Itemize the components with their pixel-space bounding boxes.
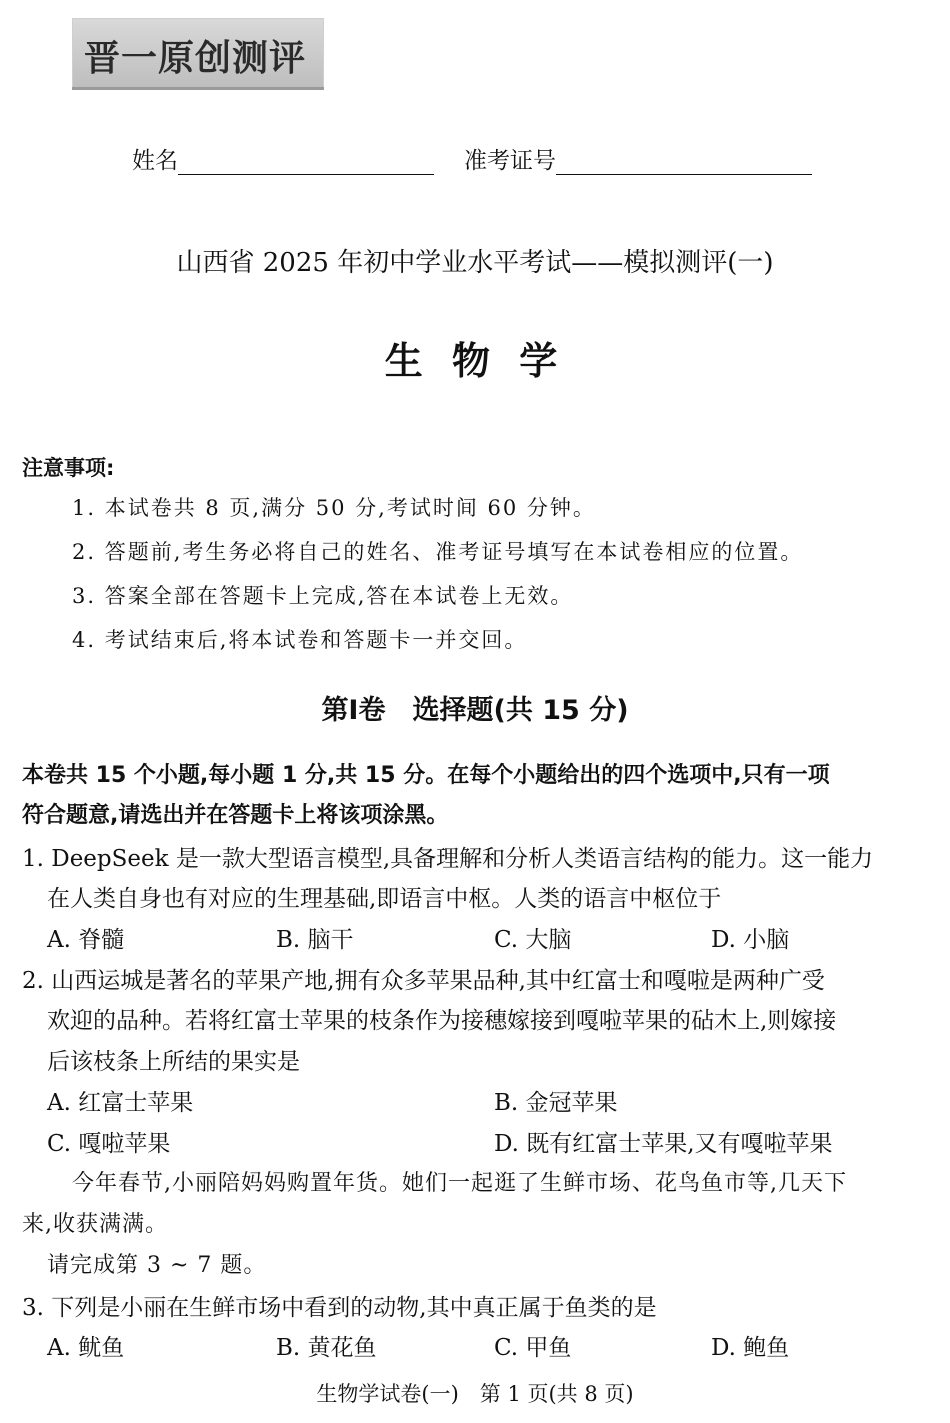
question-2-option-c: C. 嘎啦苹果 [47, 1131, 171, 1157]
notice-title: 注意事项: [22, 456, 115, 480]
name-blank[interactable] [178, 150, 434, 175]
question-1-line: 在人类自身也有对应的生理基础,即语言中枢。人类的语言中枢位于 [47, 886, 722, 912]
context-line: 请完成第 3 ~ 7 题。 [47, 1253, 267, 1278]
name-label: 姓名 [132, 148, 178, 174]
question-3-option-b: B. 黄花鱼 [276, 1335, 377, 1361]
question-1-line: 1. DeepSeek 是一款大型语言模型,具备理解和分析人类语言结构的能力。这一能力 [22, 846, 874, 872]
exam-title: 山西省 2025 年初中学业水平考试——模拟测评(一) [176, 248, 774, 278]
question-3-option-a: A. 鱿鱼 [47, 1335, 125, 1361]
question-1-option-b: B. 脑干 [276, 927, 354, 953]
question-1-option-d: D. 小脑 [711, 927, 790, 953]
question-1-option-a: A. 脊髓 [47, 927, 125, 953]
context-line: 来,收获满满。 [22, 1212, 168, 1237]
id-label: 准考证号 [464, 148, 556, 174]
id-field[interactable] [464, 142, 812, 175]
notice-item: 2. 答题前,考生务必将自己的姓名、准考证号填写在本试卷相应的位置。 [72, 540, 804, 564]
question-2-line: 2. 山西运城是著名的苹果产地,拥有众多苹果品种,其中红富士和嘎啦是两种广受 [22, 968, 825, 994]
instructions-line: 本卷共 15 个小题,每小题 1 分,共 15 分。在每个小题给出的四个选项中,只有一项 [22, 763, 830, 788]
question-2-option-d: D. 既有红富士苹果,又有嘎啦苹果 [494, 1131, 833, 1157]
question-2-line: 后该枝条上所结的果实是 [47, 1049, 300, 1075]
question-3-option-c: C. 甲鱼 [494, 1335, 572, 1361]
subject-title: 生 物 学 [384, 339, 566, 383]
brand-logo [72, 18, 324, 90]
context-line: 今年春节,小丽陪妈妈购置年货。她们一起逛了生鲜市场、花鸟鱼市等,几天下 [72, 1171, 847, 1196]
notice-item: 3. 答案全部在答题卡上完成,答在本试卷上无效。 [72, 584, 574, 608]
notice-item: 1. 本试卷共 8 页,满分 50 分,考试时间 60 分钟。 [72, 496, 596, 520]
instructions-line: 符合题意,请选出并在答题卡上将该项涂黑。 [22, 803, 449, 828]
name-field[interactable] [132, 142, 434, 175]
notice-item: 4. 考试结束后,将本试卷和答题卡一并交回。 [72, 628, 528, 652]
question-2-line: 欢迎的品种。若将红富士苹果的枝条作为接穗嫁接到嘎啦苹果的砧木上,则嫁接 [47, 1008, 837, 1034]
question-3-option-d: D. 鲍鱼 [711, 1335, 790, 1361]
question-1-option-c: C. 大脑 [494, 927, 572, 953]
question-2-option-a: A. 红富士苹果 [47, 1090, 194, 1116]
id-blank[interactable] [556, 150, 812, 175]
question-3-line: 3. 下列是小丽在生鲜市场中看到的动物,其中真正属于鱼类的是 [22, 1295, 657, 1321]
brand-logo-text: 晋一原创测评 [84, 38, 307, 79]
question-2-option-b: B. 金冠苹果 [494, 1090, 618, 1116]
section-title: 第Ⅰ卷 选择题(共 15 分) [321, 695, 629, 726]
logo-underline [72, 87, 324, 90]
page-footer: 生物学试卷(一) 第 1 页(共 8 页) [316, 1382, 634, 1406]
